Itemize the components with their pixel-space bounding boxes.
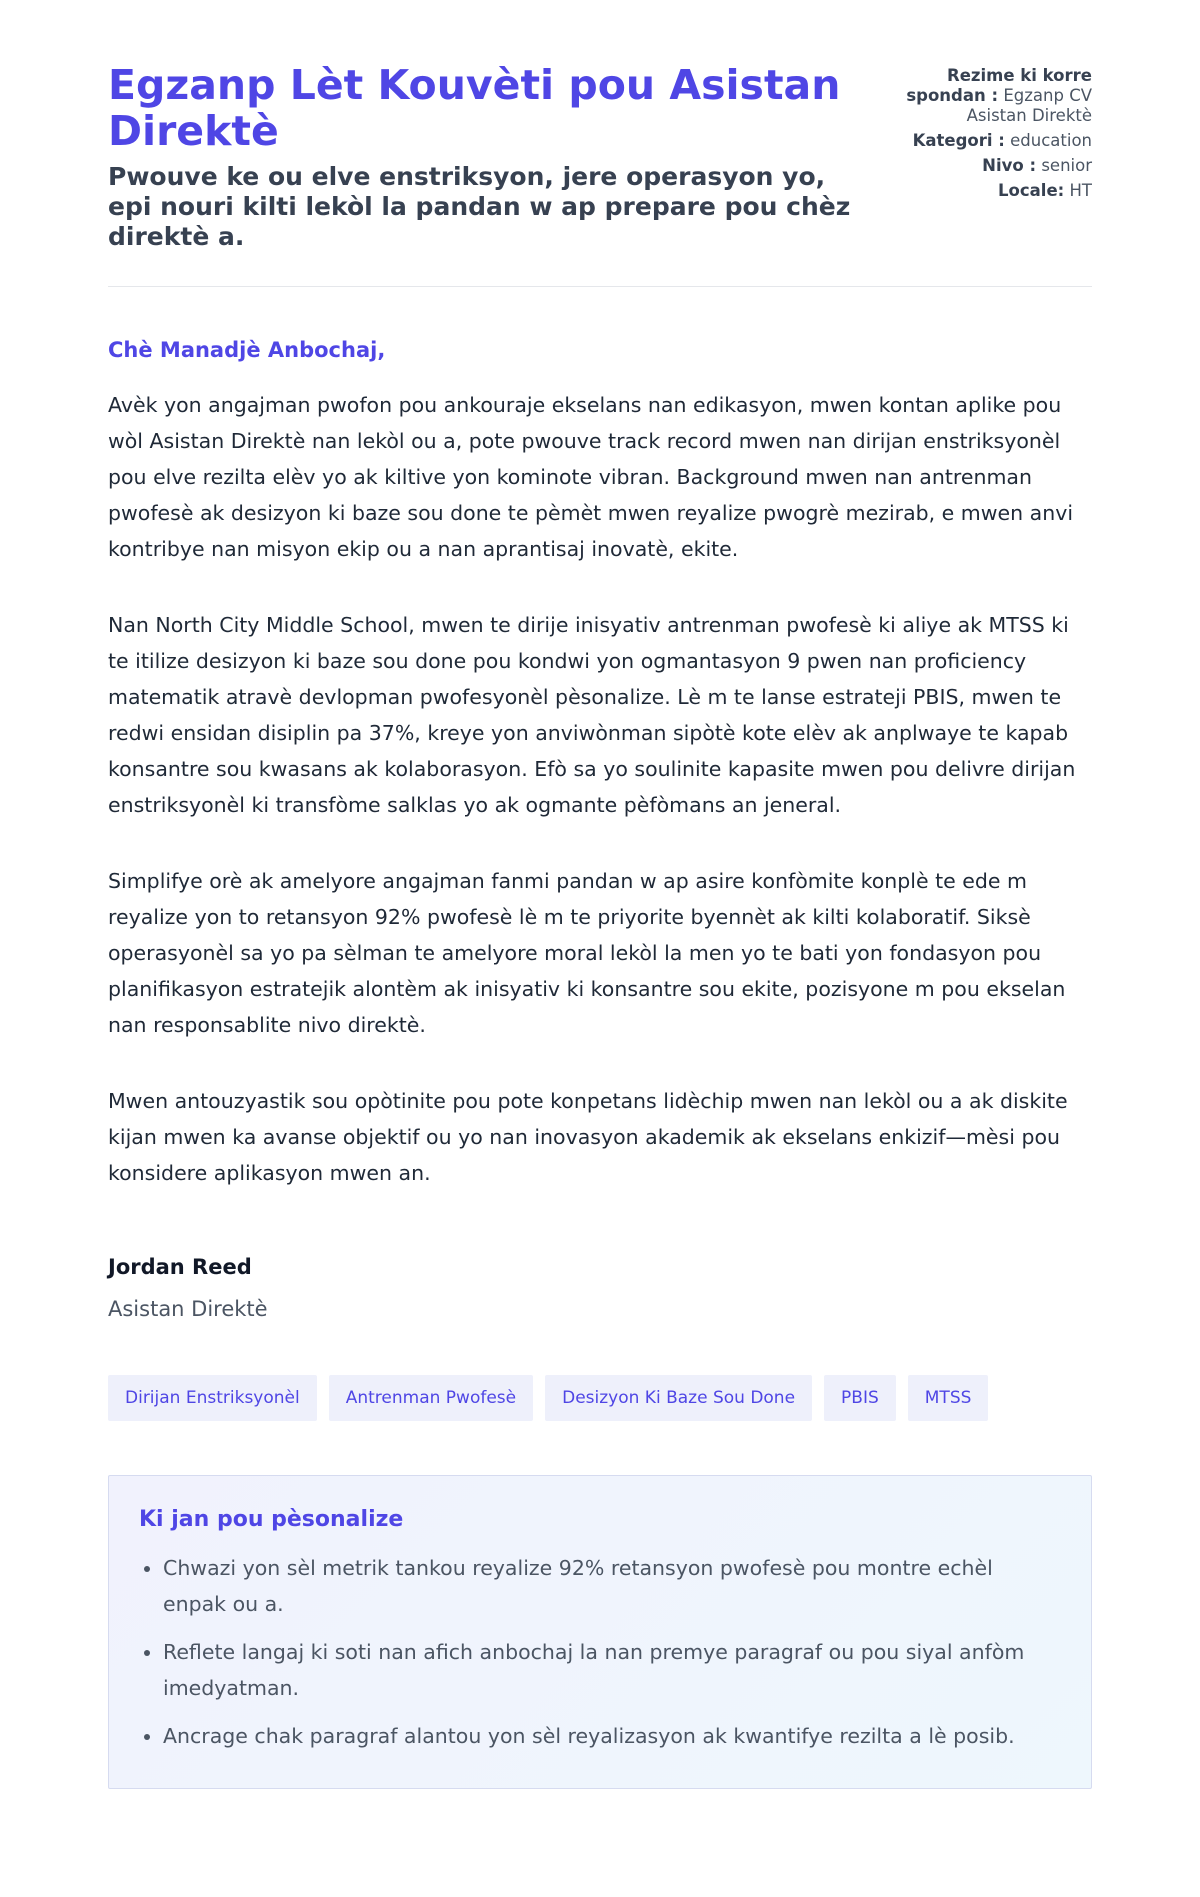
meta-locale-label: Locale: (998, 181, 1065, 200)
page-subtitle: Pwouve ke ou elve enstriksyon, jere operasyon yo, epi nouri kilti lekòl la pandan w ap prepare pou chèz direktè a. (108, 162, 851, 251)
tips-title: Ki jan pou pèsonalize (139, 1507, 404, 1532)
letter-paragraph: Simplifye orè ak amelyore angajman fanmi pandan w ap asire konfòmite konplè te ede m reyalize yon to retansyon 92% pwofesè lè m te priyorite byennèt ak kilti kolaboratif. Siksè operasyonèl sa yo pa sèlman te amelyore moral lekòl la men yo te bati yon fondasyon pou planifikasyon estratejik alontèm ak inisyativ ki konsantre sou ekite, pozisyone m pou ekselan nan responsablite nivo direktè. (108, 869, 1066, 1037)
meta-locale-value: HT (1069, 181, 1092, 200)
skill-tag: MTSS (908, 1375, 989, 1421)
customization-tips (108, 1475, 1092, 1789)
meta-category (863, 131, 1092, 151)
meta-panel (863, 66, 1092, 206)
meta-summary (863, 66, 1092, 126)
meta-summary-label: Rezime ki korre spondan : (906, 66, 1092, 105)
letter-greeting: Chè Manadjè Anbochaj, (108, 338, 386, 362)
letter-body (108, 387, 1092, 1191)
letter-paragraph: Mwen antouzyastik sou opòtinite pou pote konpetans lidèchip mwen nan lekòl ou a ak diskite kijan mwen ka avanse objektif ou yo nan inovasyon akademik ak ekselans enkizif—mèsi pou konsidere aplikasyon mwen an. (108, 1089, 1068, 1185)
meta-locale (863, 181, 1092, 201)
tip-item: • Ancrage chak paragraf alantou yon sèl reyalizasyon ak kwantifye rezilta a lè posib. (163, 1718, 1061, 1754)
signature-role: Asistan Direktè (108, 1297, 268, 1321)
tip-item: • Chwazi yon sèl metrik tankou reyalize 92% retansyon pwofesè pou montre echèl enpak ou a. (163, 1550, 1061, 1622)
tip-item: • Reflete langaj ki soti nan afich anbochaj la nan premye paragraf ou pou siyal anfòm imedyatman. (163, 1634, 1061, 1706)
skill-tag: PBIS (824, 1375, 896, 1421)
page-header (108, 0, 1092, 287)
title-block (108, 62, 863, 252)
meta-level-label: Nivo : (982, 156, 1037, 175)
meta-level (863, 156, 1092, 176)
page-title: Egzanp Lèt Kouvèti pou Asistan Direktè (108, 61, 841, 155)
signature-block (108, 1253, 1092, 1323)
signature-name: Jordan Reed (108, 1255, 252, 1279)
meta-summary-value: Egzanp CV Asistan Direktè (966, 86, 1092, 125)
skill-tag: Desizyon Ki Baze Sou Done (545, 1375, 812, 1421)
letter-paragraph: Nan North City Middle School, mwen te dirije inisyativ antrenman pwofesè ki aliye ak MTSS ki te itilize desizyon ki baze sou done pou kondwi yon ogmantasyon 9 pwen nan proficiency matematik atravè devlopman pwofesyonèl pèsonalize. Lè m te lanse estrateji PBIS, mwen te redwi ensidan disiplin pa 37%, kreye yon anviwònman sipòtè kote elèv ak anplwaye te kapab konsantre sou kwasans ak kolaborasyon. Efò sa yo soulinite kapasite mwen pou delivre dirijan enstriksyonèl ki transfòme salklas yo ak ogmante pèfòmans an jeneral. (108, 613, 1076, 817)
skill-tag: Dirijan Enstriksyonèl (108, 1375, 317, 1421)
meta-category-label: Kategori : (912, 131, 1005, 150)
skill-tags (108, 1375, 1092, 1421)
skill-tag: Antrenman Pwofesè (329, 1375, 533, 1421)
meta-category-value: education (1010, 131, 1092, 150)
tips-list (139, 1550, 1061, 1754)
meta-level-value: senior (1041, 156, 1092, 175)
letter-paragraph: Avèk yon angajman pwofon pou ankouraje ekselans nan edikasyon, mwen kontan aplike pou wòl Asistan Direktè nan lekòl ou a, pote pwouve track record mwen nan dirijan enstriksyonèl pou elve rezilta elèv yo ak kiltive yon kominote vibran. Background mwen nan antrenman pwofesè ak desizyon ki baze sou done te pèmèt mwen reyalize pwogrè mezirab, e mwen anvi kontribye nan misyon ekip ou a nan aprantisaj inovatè, ekite. (108, 393, 1074, 561)
